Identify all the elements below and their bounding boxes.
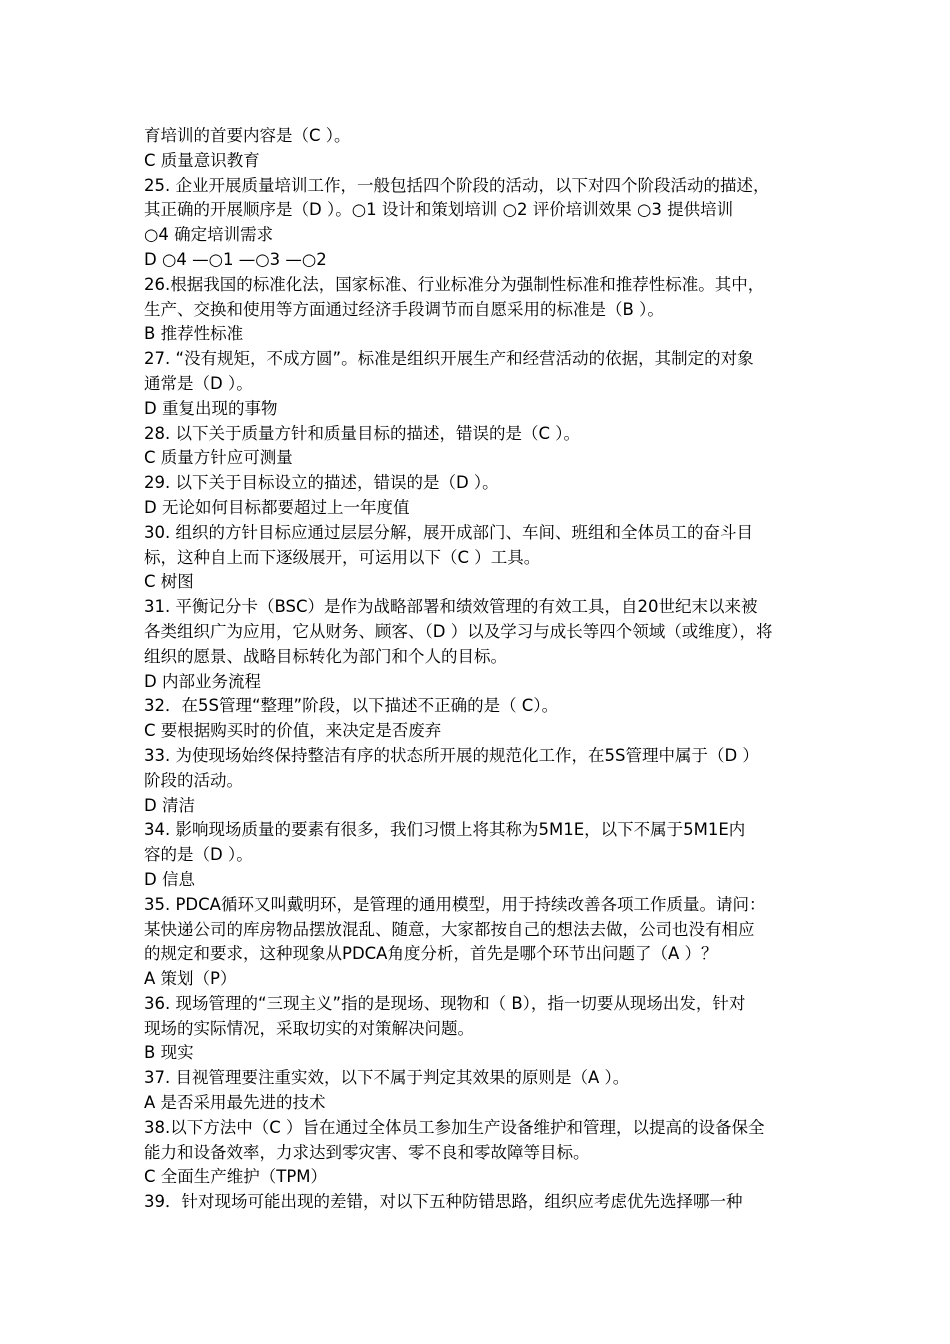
text-line: 标，这种自上而下逐级展开，可运用以下（C ）工具。	[144, 547, 541, 567]
text-line: 33. 为使现场始终保持整洁有序的状态所开展的规范化工作，在5S管理中属于（D ）	[144, 745, 759, 765]
text-line: C 要根据购买时的价值，来决定是否废弃	[144, 721, 442, 741]
text-line: B 现实	[144, 1043, 194, 1063]
text-line: D 信息	[144, 869, 195, 889]
text-line: 的规定和要求，这种现象从PDCA角度分析，首先是哪个环节出问题了（A ）？	[144, 944, 718, 964]
text-line: 能力和设备效率，力求达到零灾害、零不良和零故障等目标。	[144, 1142, 590, 1162]
text-line: 29. 以下关于目标设立的描述，错误的是（D ）。	[144, 473, 499, 493]
text-line: 25. 企业开展质量培训工作，一般包括四个阶段的活动，以下对四个阶段活动的描述，	[144, 175, 770, 195]
text-line: C 树图	[144, 572, 194, 592]
text-line: D 内部业务流程	[144, 671, 261, 691]
text-line: ○4 确定培训需求	[144, 225, 274, 245]
text-line: A 是否采用最先进的技术	[144, 1093, 326, 1113]
text-line: 27. “没有规矩，不成方圆”。标准是组织开展生产和经营活动的依据，其制定的对象	[144, 349, 754, 369]
text-line: D 无论如何目标都要超过上一年度值	[144, 497, 410, 517]
text-line: 26.根据我国的标准化法，国家标准、行业标准分为强制性标准和推荐性标准。其中，	[144, 274, 765, 294]
document-page	[144, 124, 814, 1215]
text-line: 容的是（D ）。	[144, 845, 253, 865]
text-line: 35. PDCA循环又叫戴明环，是管理的通用模型，用于持续改善各项工作质量。请问：	[144, 894, 766, 914]
text-line: 组织的愿景、战略目标转化为部门和个人的目标。	[144, 646, 507, 666]
text-line: 育培训的首要内容是（C ）。	[144, 126, 351, 145]
text-line: B 推荐性标准	[144, 324, 244, 344]
text-line: D 重复出现的事物	[144, 398, 278, 418]
text-line: C 质量方针应可测量	[144, 448, 293, 468]
text-line: 36. 现场管理的“三现主义”指的是现场、现物和（ B），指一切要从现场出发，针对	[144, 993, 746, 1013]
text-line: 39．针对现场可能出现的差错，对以下五种防错思路，组织应考虑优先选择哪一种	[144, 1192, 743, 1212]
text-line: 38.以下方法中（C ）旨在通过全体员工参加生产设备维护和管理，以提高的设备保全	[144, 1117, 765, 1137]
text-line: 阶段的活动。	[144, 770, 243, 790]
text-line: A 策划（P）	[144, 969, 237, 989]
text-line: 32．在5S管理“整理”阶段，以下描述不正确的是（ C）。	[144, 696, 559, 716]
text-line: 通常是（D ）。	[144, 373, 253, 393]
text-line: 其正确的开展顺序是（D ）。○1 设计和策划培训 ○2 评价培训效果 ○3 提供培训	[144, 200, 734, 220]
text-line: 37. 目视管理要注重实效，以下不属于判定其效果的原则是（A ）。	[144, 1068, 630, 1088]
text-line: 各类组织广为应用，它从财务、顾客、（D ）以及学习与成长等四个领域（或维度），将	[144, 621, 773, 641]
text-line: C 全面生产维护（TPM）	[144, 1167, 328, 1187]
text-line: 31. 平衡记分卡（BSC）是作为战略部署和绩效管理的有效工具，自20世纪末以来被	[144, 597, 758, 617]
text-line: 34. 影响现场质量的要素有很多，我们习惯上将其称为5M1E，以下不属于5M1E内	[144, 820, 746, 840]
text-line: D 清洁	[144, 795, 195, 815]
text-line: 30. 组织的方针目标应通过层层分解，展开成部门、车间、班组和全体员工的奋斗目	[144, 522, 753, 542]
text-line: 某快递公司的库房物品摆放混乱、随意，大家都按自己的想法去做，公司也没有相应	[144, 919, 755, 939]
text-line: D ○4 —○1 —○3 —○2	[144, 249, 327, 269]
text-line: 生产、交换和使用等方面通过经济手段调节而自愿采用的标准是（B ）。	[144, 299, 664, 319]
text-line: 现场的实际情况，采取切实的对策解决问题。	[144, 1018, 474, 1038]
text-line: C 质量意识教育	[144, 150, 260, 170]
text-line: 28. 以下关于质量方针和质量目标的描述，错误的是（C ）。	[144, 423, 581, 443]
